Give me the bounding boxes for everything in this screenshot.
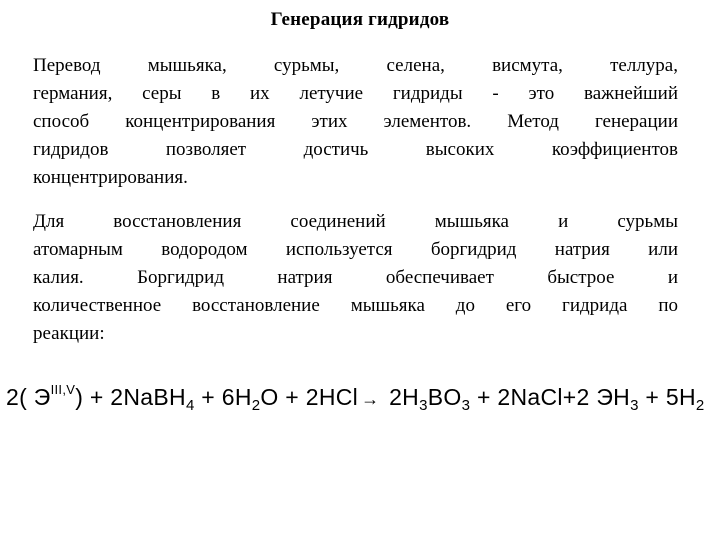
paragraph-reduction (33, 208, 678, 348)
text-line: германия, серы в их летучие гидриды - это важнейший (33, 83, 678, 104)
eq-hcl: 2HCl (305, 384, 359, 410)
text-line: Для восстановления соединений мышьяка и сурьмы (33, 211, 678, 232)
eq-subscript: 3 (461, 397, 471, 414)
text-line: атомарным водородом используется боргидрид натрия или (33, 239, 678, 260)
reaction-equation: 2( $Э^{III,V}$) + 2NaBH$_4$ + $6H_2O + 2HCl \to 2H_3BO_3$ + 2NaCl+2 $ЭH_3 + 5H_2$ (6, 382, 705, 414)
eq-boric-acid-mid: BO (427, 384, 462, 410)
eq-subscript: 2 (695, 397, 705, 414)
eq-water-tail: O (260, 384, 279, 410)
eq-coefficient: 2 (6, 384, 20, 410)
eq-hydrogen: 5H (665, 384, 696, 410)
paragraph-hydride-generation (33, 52, 678, 192)
eq-subscript: 3 (419, 397, 428, 414)
eq-borohydride: 2NaBH (110, 384, 186, 410)
eq-subscript: 3 (630, 397, 639, 414)
eq-subscript: 4 (185, 397, 195, 414)
reaction-arrow-icon: → (361, 389, 380, 409)
eq-element: Э (33, 384, 51, 410)
text-line: калия. Боргидрид натрия обеспечивает быстрое и (33, 267, 678, 288)
text-line: концентрирования. (33, 167, 188, 188)
page-title: Генерация гидридов (270, 9, 450, 30)
eq-oxidation-states: III,V (50, 382, 76, 397)
eq-nacl: 2NaCl+2 (497, 384, 590, 410)
eq-subscript: 2 (251, 397, 261, 414)
eq-hydride: ЭH (596, 384, 631, 410)
eq-water: 6H (221, 384, 252, 410)
text-line: количественное восстановление мышьяка до его гидрида по (33, 295, 678, 316)
text-line: способ концентрирования этих элементов. Метод генерации (33, 111, 678, 132)
eq-boric-acid: 2H (389, 384, 420, 410)
text-line: Перевод мышьяка, сурьмы, селена, висмута, теллура, (33, 55, 678, 76)
text-line: гидридов позволяет достичь высоких коэффициентов (33, 139, 678, 160)
text-line: реакции: (33, 323, 105, 344)
